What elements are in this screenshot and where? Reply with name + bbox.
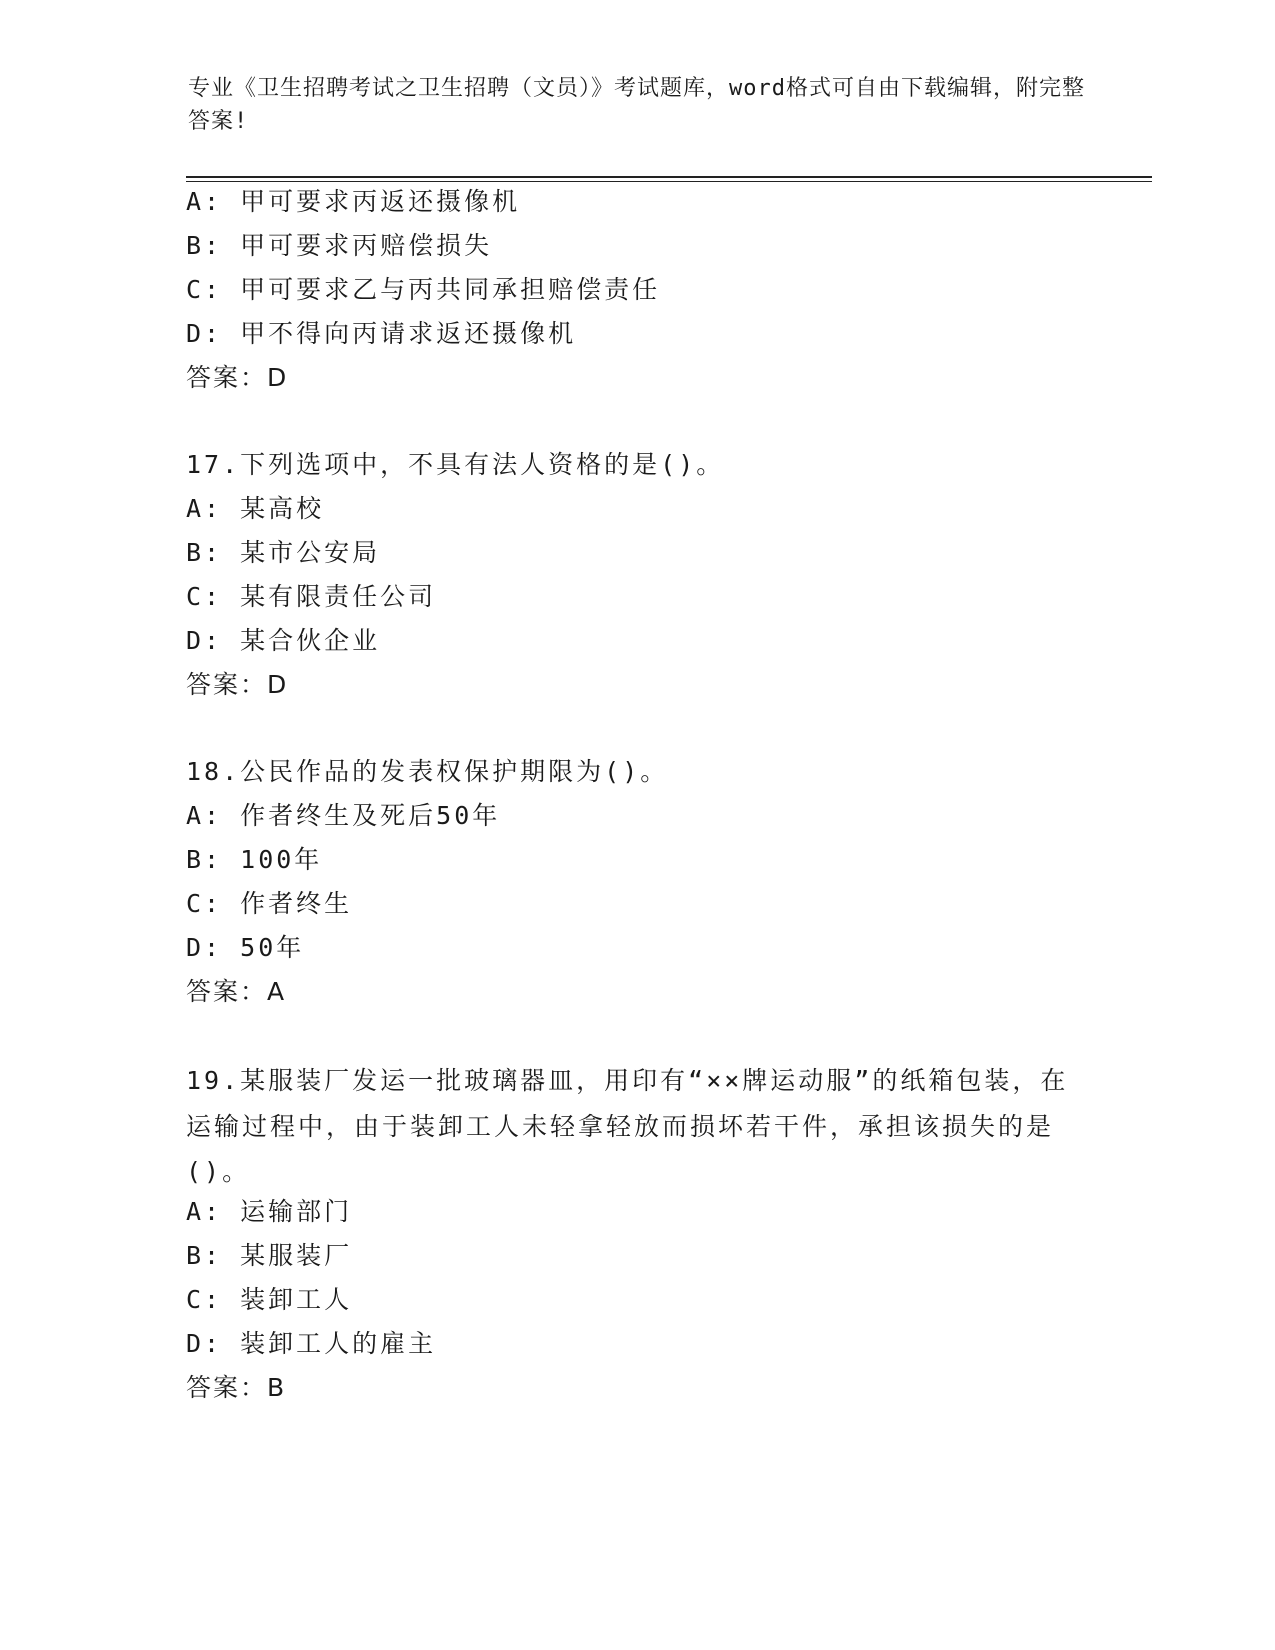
q18-option-c: C: 作者终生: [186, 889, 353, 918]
q17-option-a: A: 某高校: [186, 494, 325, 523]
q18-option-a: A: 作者终生及死后50年: [186, 801, 501, 830]
q19-option-b: B: 某服装厂: [186, 1241, 353, 1270]
q16-option-d: D: 甲不得向丙请求返还摄像机: [186, 319, 577, 348]
q19-question: 19.某服装厂发运一批玻璃器皿，用印有“××牌运动服”的纸箱包装，在运输过程中，由于装卸工人未轻拿轻放而损坏若干件，承担该损失的是()。: [186, 1066, 1069, 1186]
q18-option-d: D: 50年: [186, 933, 305, 962]
q16-answer: 答案：D: [186, 363, 289, 392]
q17-question: 17.下列选项中，不具有法人资格的是()。: [186, 450, 725, 479]
q19-option-a: A: 运输部门: [186, 1197, 353, 1226]
q18-question: 18.公民作品的发表权保护期限为()。: [186, 757, 669, 786]
q17-option-b: B: 某市公安局: [186, 538, 381, 567]
header-divider: [186, 176, 1152, 178]
q16-option-a: A: 甲可要求丙返还摄像机: [186, 187, 521, 216]
q18-option-b: B: 100年: [186, 845, 323, 874]
q17-answer: 答案：D: [186, 670, 289, 699]
q19-answer: 答案：B: [186, 1373, 287, 1402]
header-divider-thin: [186, 181, 1152, 182]
q18-answer: 答案：A: [186, 977, 287, 1006]
q17-option-d: D: 某合伙企业: [186, 626, 381, 655]
q17-option-c: C: 某有限责任公司: [186, 582, 437, 611]
q19-option-c: C: 装卸工人: [186, 1285, 353, 1314]
q19-option-d: D: 装卸工人的雇主: [186, 1329, 437, 1358]
q16-option-c: C: 甲可要求乙与丙共同承担赔偿责任: [186, 275, 661, 304]
document-header: 专业《卫生招聘考试之卫生招聘（文员）》考试题库，word格式可自由下载编辑，附完整答案!: [188, 76, 1085, 134]
q16-option-b: B: 甲可要求丙赔偿损失: [186, 231, 493, 260]
